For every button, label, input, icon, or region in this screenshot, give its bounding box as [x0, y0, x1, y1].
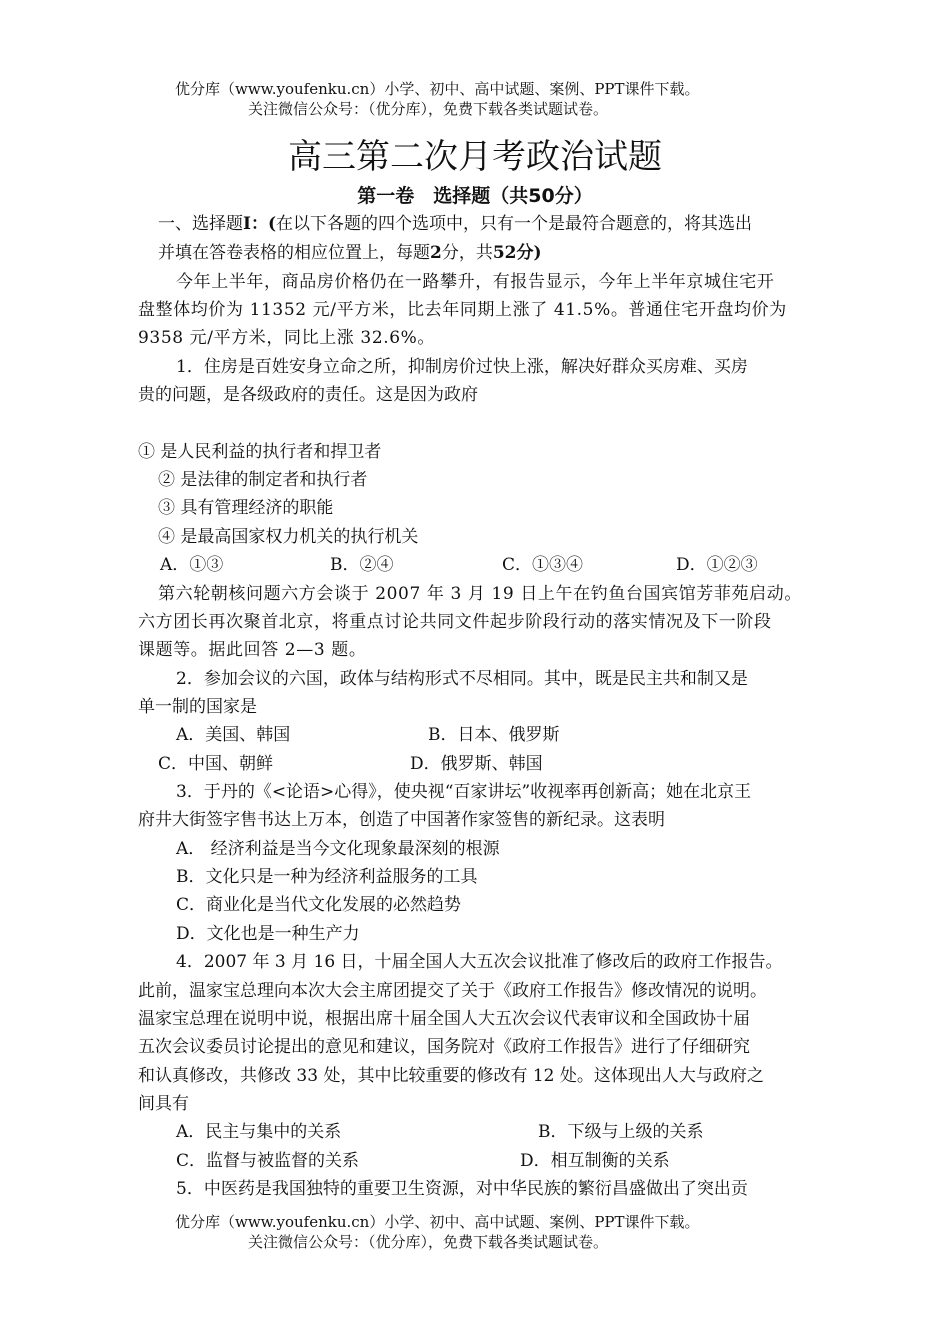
- q4-stem-line: 4．2007 年 3 月 16 日，十届全国人大五次会议批准了修改后的政府工作报告。: [176, 952, 783, 972]
- section1-prefix: 一、选择题: [158, 214, 243, 234]
- material2-line: 第六轮朝核问题六方会谈于 2007 年 3 月 19 日上午在钓鱼台国宾馆芳菲苑启动。: [158, 584, 802, 604]
- q4-option-b: B．下级与上级的关系: [538, 1122, 704, 1142]
- section1-instruction-line-2: [158, 242, 542, 264]
- section1-per-score: 2: [430, 243, 442, 263]
- q2-option-a: A．美国、韩国: [176, 725, 291, 745]
- section-subtitle: 第一卷 选择题（共50分）: [357, 185, 593, 207]
- page-title: 高三第二次月考政治试题: [288, 137, 662, 177]
- q3-option-b: B．文化只是一种为经济利益服务的工具: [176, 867, 478, 887]
- section1-instr-b-pre: 并填在答卷表格的相应位置上，每题: [158, 243, 430, 263]
- section1-instr-b-mid: 分，共: [441, 243, 493, 263]
- q2-stem-line: 2．参加会议的六国，政体与结构形式不尽相同。其中，既是民主共和制又是: [176, 669, 748, 689]
- q4-stem-line: 五次会议委员讨论提出的意见和建议，国务院对《政府工作报告》进行了仔细研究: [138, 1037, 750, 1057]
- q4-stem-line: 间具有: [138, 1094, 189, 1114]
- material1-line: 今年上半年，商品房价格仍在一路攀升，有报告显示，今年上半年京城住宅开: [176, 272, 775, 292]
- section1-roman: I：(: [243, 214, 276, 234]
- q5-stem-line: 5．中医药是我国独特的重要卫生资源，对中华民族的繁衍昌盛做出了突出贡: [176, 1179, 748, 1199]
- q2-option-d: D．俄罗斯、韩国: [410, 754, 543, 774]
- material1-line: 9358 元/平方米，同比上涨 32.6%。: [138, 328, 436, 348]
- footer-line-1: 优分库（www.youfenku.cn）小学、初中、高中试题、案例、PPT课件下载。: [175, 1213, 700, 1231]
- q1-stem-line: 1．住房是百姓安身立命之所，抑制房价过快上涨，解决好群众买房难、买房: [176, 357, 748, 377]
- section1-instruction-line-1: [158, 213, 752, 235]
- q4-stem-line: 和认真修改，共修改 33 处，其中比较重要的修改有 12 处。这体现出人大与政府之: [138, 1066, 764, 1086]
- header-line-1: 优分库（www.youfenku.cn）小学、初中、高中试题、案例、PPT课件下载。: [175, 80, 700, 98]
- q4-option-c: C．监督与被监督的关系: [176, 1151, 360, 1171]
- footer-line-2: 关注微信公众号：（优分库），免费下载各类试题试卷。: [248, 1233, 609, 1251]
- q3-option-c: C．商业化是当代文化发展的必然趋势: [176, 895, 462, 915]
- section1-instr-a: 在以下各题的四个选项中，只有一个是最符合题意的，将其选出: [276, 214, 752, 234]
- q1-option-b: B．②④: [330, 555, 394, 575]
- section1-instr-b-post: 分): [516, 243, 542, 263]
- section1-total-score: 52: [492, 243, 517, 263]
- q1-option-d: D．①②③: [676, 555, 758, 575]
- header-line-2: 关注微信公众号：（优分库），免费下载各类试题试卷。: [248, 100, 609, 118]
- q2-stem-line: 单一制的国家是: [138, 697, 257, 717]
- q3-stem-line: 3．于丹的《<论语>心得》，使央视“百家讲坛”收视率再创新高；她在北京王: [176, 782, 752, 802]
- q4-option-d: D．相互制衡的关系: [520, 1151, 670, 1171]
- q3-option-a: A． 经济利益是当今文化现象最深刻的根源: [176, 839, 500, 859]
- q2-option-c: C．中国、朝鲜: [158, 754, 274, 774]
- q1-option-c: C．①③④: [502, 555, 584, 575]
- material2-line: 六方团长再次聚首北京，将重点讨论共同文件起步阶段行动的落实情况及下一阶段: [138, 612, 772, 632]
- material1-line: 盘整体均价为 11352 元/平方米，比去年同期上涨了 41.5%。普通住宅开盘均价为: [138, 300, 787, 320]
- q1-stem-line: 贵的问题，是各级政府的责任。这是因为政府: [138, 385, 478, 405]
- q4-stem-line: 此前，温家宝总理向本次大会主席团提交了关于《政府工作报告》修改情况的说明。: [138, 981, 767, 1001]
- q1-option-a: A．①③: [160, 555, 224, 575]
- q1-item: ③ 具有管理经济的职能: [158, 498, 334, 518]
- q3-stem-line: 府井大街签字售书达上万本，创造了中国著作家签售的新纪录。这表明: [138, 810, 665, 830]
- material2-line: 课题等。据此回答 2—3 题。: [138, 640, 367, 660]
- q1-item: ① 是人民利益的执行者和捍卫者: [138, 442, 382, 462]
- q2-option-b: B．日本、俄罗斯: [428, 725, 560, 745]
- q3-option-d: D．文化也是一种生产力: [176, 924, 360, 944]
- q4-stem-line: 温家宝总理在说明中说，根据出席十届全国人大五次会议代表审议和全国政协十届: [138, 1009, 750, 1029]
- q4-option-a: A．民主与集中的关系: [176, 1122, 342, 1142]
- q1-item: ② 是法律的制定者和执行者: [158, 470, 368, 490]
- q1-item: ④ 是最高国家权力机关的执行机关: [158, 527, 419, 547]
